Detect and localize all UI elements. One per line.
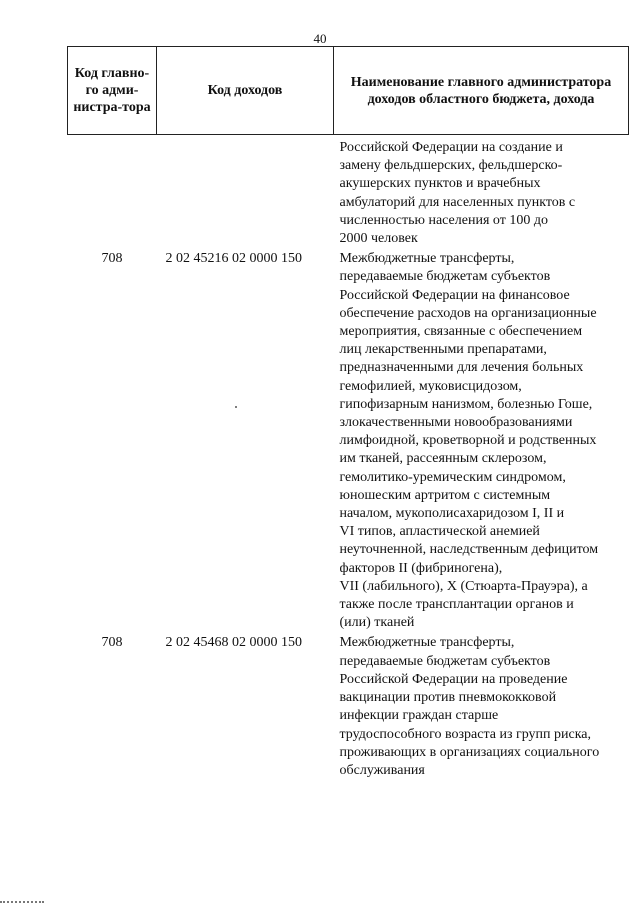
scan-speck	[235, 406, 237, 408]
row-admin-code	[68, 135, 157, 249]
row-income-code: 2 02 45216 02 0000 150	[165, 251, 302, 267]
header-income-code: Код доходов	[157, 47, 334, 135]
page-number: 40	[313, 31, 327, 46]
row-name: Межбюджетные трансферты, передаваемые бюджетам субъектов Российской Федерации на финансовое обеспечение расходов на организационные мероприятия, связанные с обеспечением лиц лекарственными препаратами, предназначенными для лечения больных гемофилией, муковисцидозом, гипофизарным нанизмом, болезнью Гоше, злокачественными новообразованиями лимфоидной, кроветворной и родственных им тканей, рассеянным склерозом, гемолитико-уремическим синдромом, юношеским артритом с системным началом, мукополисахаридозом I, II и VI типов, апластической анемией неуточненной, наследственным дефицитом факторов II (фибриногена), VII (лабильного), X (Стюарта-Прауэра), а также после трансплантации органов и (или) тканей	[339, 251, 599, 631]
row-income-code: 2 02 45468 02 0000 150	[165, 635, 302, 651]
row-name: Межбюджетные трансферты, передаваемые бюджетам субъектов Российской Федерации на проведение вакцинации против пневмококковой инфекции граждан старше трудоспособного возраста из групп риска, проживающих в организациях социального обслуживания	[339, 635, 600, 778]
row-name: Российской Федерации на создание и замену фельдшерских, фельдшерско- акушерских пунктов и врачебных амбулаторий для населенных пунктов с численностью населения от 100 до 2000 человек	[339, 140, 576, 247]
table-header-row	[68, 47, 629, 135]
table-row	[68, 248, 629, 632]
row-income-code	[157, 135, 334, 249]
header-admin-code: Код главно-го адми-нистра-тора	[68, 47, 157, 135]
table-row	[68, 135, 629, 249]
revenue-codes-table	[67, 46, 629, 780]
scan-edge-mark	[0, 899, 44, 903]
header-name: Наименование главного администратора доходов областного бюджета, дохода	[334, 47, 629, 135]
table-row	[68, 632, 629, 780]
row-admin-code: 708	[101, 251, 123, 267]
row-admin-code: 708	[101, 635, 123, 651]
